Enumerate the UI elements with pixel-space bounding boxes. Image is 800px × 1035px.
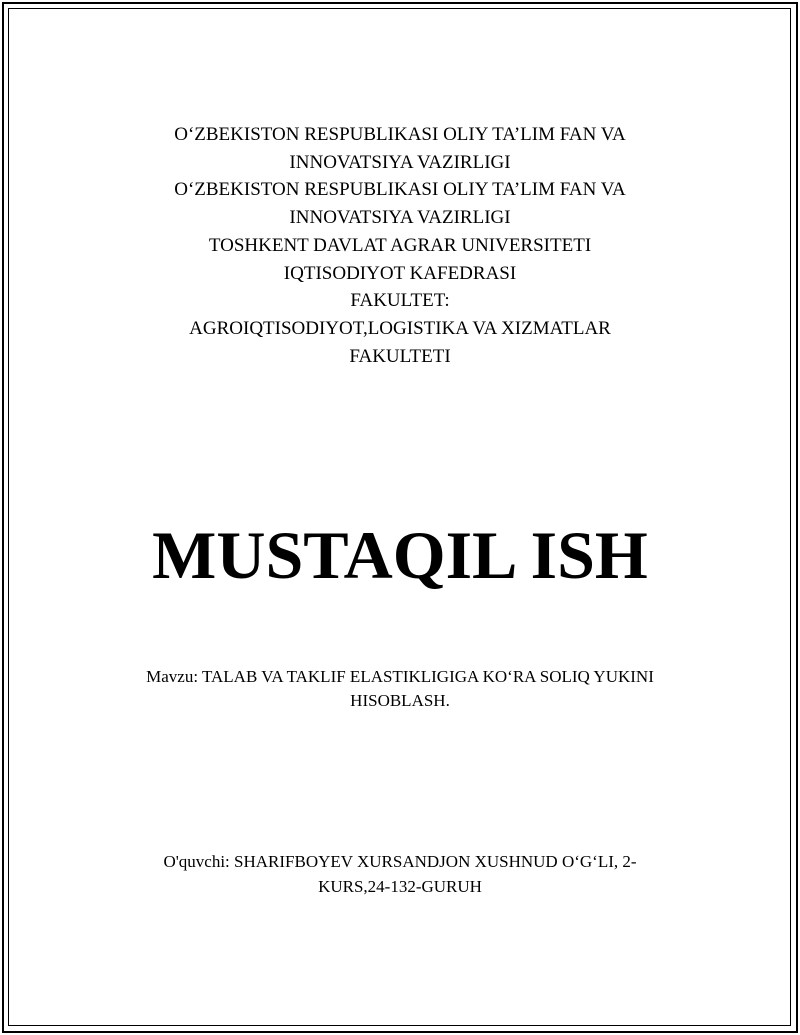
header-line: O‘ZBEKISTON RESPUBLIKASI OLIY TA’LIM FAN VA bbox=[174, 124, 626, 145]
institution-header bbox=[100, 121, 700, 370]
header-line: IQTISODIYOT KAFEDRASI bbox=[283, 262, 517, 284]
document-title: MUSTAQIL ISH bbox=[152, 517, 648, 593]
header-line: INNOVATSIYA VAZIRLIGI bbox=[289, 151, 511, 173]
header-line: FAKULTETI bbox=[349, 345, 451, 367]
topic-block bbox=[90, 665, 710, 713]
student-block bbox=[90, 849, 710, 899]
header-line: TOSHKENT DAVLAT AGRAR UNIVERSITETI bbox=[208, 234, 592, 256]
student-line: KURS,24-132-GURUH bbox=[318, 877, 482, 896]
header-line: FAKULTET: bbox=[350, 290, 450, 312]
topic-line: HISOBLASH. bbox=[350, 691, 450, 710]
header-line: O‘ZBEKISTON RESPUBLIKASI OLIY TA’LIM FAN VA bbox=[174, 179, 626, 201]
topic-line: Mavzu: TALAB VA TAKLIF ELASTIKLIGIGA KO‘RA SOLIQ YUKINI bbox=[146, 667, 654, 686]
header-line: INNOVATSIYA VAZIRLIGI bbox=[289, 207, 511, 229]
header-line: AGROIQTISODIYOT,LOGISTIKA VA XIZMATLAR bbox=[189, 317, 611, 339]
student-line: O'quvchi: SHARIFBOYEV XURSANDJON XUSHNUD O‘G‘LI, 2- bbox=[163, 852, 637, 871]
